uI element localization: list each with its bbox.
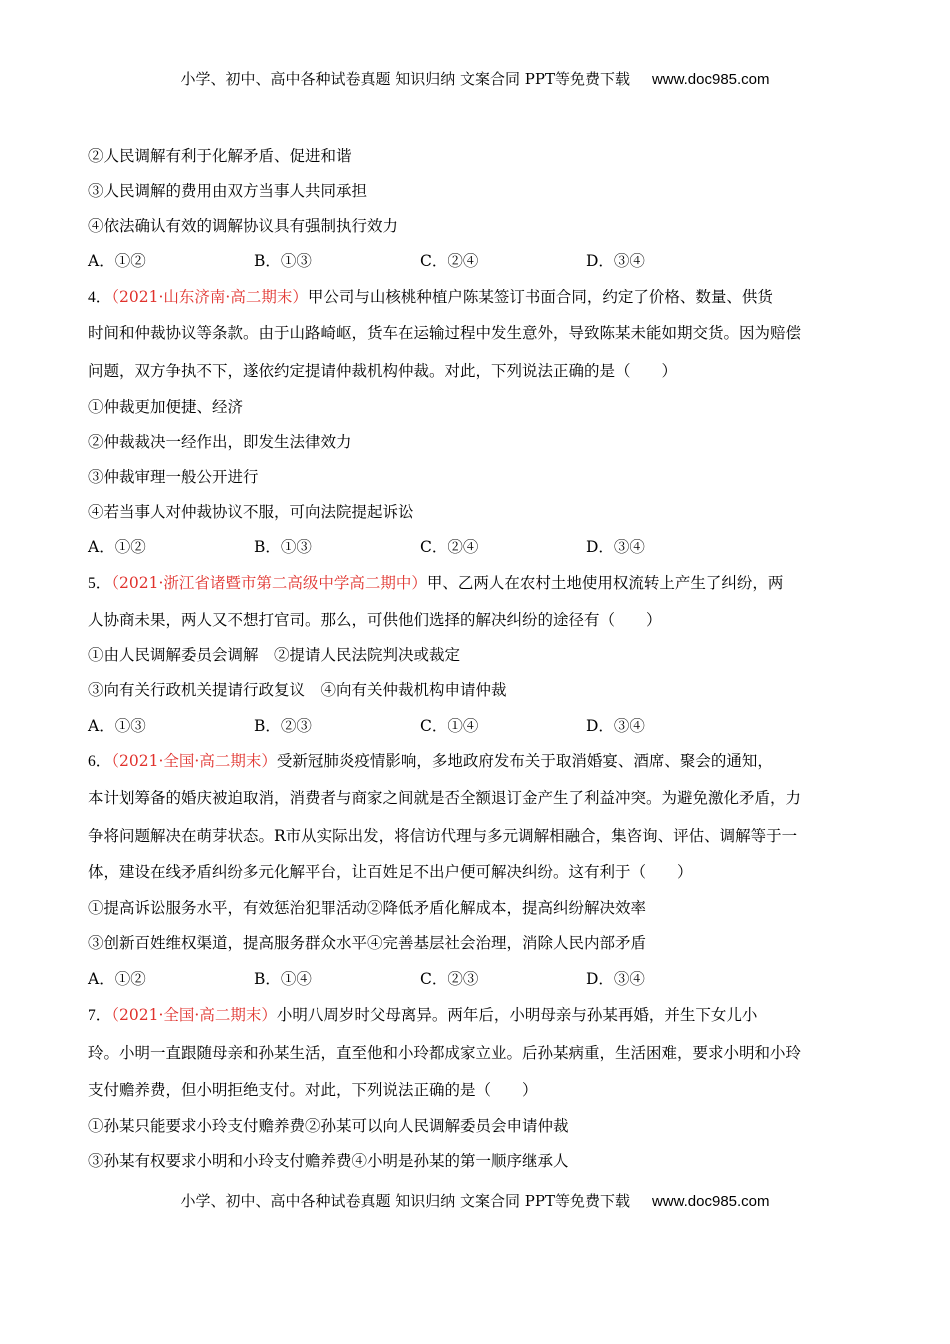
q5-option-c[interactable]: C．①④ (420, 717, 479, 735)
q6-option-d[interactable]: D．③④ (586, 970, 645, 988)
q6-option-c[interactable]: C．②③ (420, 970, 479, 988)
page-header (0, 69, 950, 90)
q5-stem-line-2: 人协商未果，两人又不想打官司。那么，可供他们选择的解决纠纷的途径有（ ） (88, 611, 662, 629)
q6-option-b[interactable]: B．①④ (254, 970, 312, 988)
q7-item-line-2: ③孙某有权要求小明和小玲支付赡养费④小明是孙某的第一顺序继承人 (88, 1152, 569, 1170)
q7-stem-line-3: 支付赡养费，但小明拒绝支付。对此，下列说法正确的是（ ） (88, 1081, 538, 1099)
q6-option-a[interactable]: A．①② (88, 970, 146, 988)
q5-stem-text-1: 甲、乙两人在农村土地使用权流转上产生了纠纷，两 (426, 574, 784, 592)
q5-option-b[interactable]: B．②③ (254, 717, 312, 735)
q4-stem-text-1: 甲公司与山核桃种植户陈某签订书面合同，约定了价格、数量、供货 (307, 288, 773, 306)
q4-options (88, 537, 645, 557)
q7-stem-text-1: 小明八周岁时父母离异。两年后，小明母亲与孙某再婚，并生下女儿小 (276, 1006, 758, 1024)
q5-option-a[interactable]: A．①③ (88, 717, 146, 735)
q3-item-3: ③人民调解的费用由双方当事人共同承担 (88, 182, 368, 200)
q6-item-line-2: ③创新百姓维权渠道，提高服务群众水平④完善基层社会治理，消除人民内部矛盾 (88, 934, 647, 952)
q6-source: （2021·全国·高二期末） (111, 752, 277, 770)
q3-option-a[interactable]: A．①② (88, 252, 146, 270)
q4-stem-line-2: 时间和仲裁协议等条款。由于山路崎岖，货车在运输过程中发生意外，导致陈某未能如期交货。因为赔偿 (88, 324, 802, 342)
q3-option-c[interactable]: C．②④ (420, 252, 479, 270)
q5-item-line-1: ①由人民调解委员会调解 ②提请人民法院判决或裁定 (88, 646, 461, 664)
q6-stem-line-1 (88, 751, 773, 772)
q5-stem-line-1 (88, 573, 783, 594)
q6-stem-line-4: 体，建设在线矛盾纠纷多元化解平台，让百姓足不出户便可解决纠纷。这有利于（ ） (88, 863, 693, 881)
page-footer (0, 1191, 950, 1212)
q4-item-3: ③仲裁审理一般公开进行 (88, 468, 259, 486)
q3-item-4: ④依法确认有效的调解协议具有强制执行效力 (88, 217, 399, 235)
q4-stem-line-1 (88, 287, 773, 308)
footer-site-link[interactable]: www.doc985.com (651, 1193, 770, 1210)
q6-stem-line-3: 争将问题解决在萌芽状态。R市从实际出发，将信访代理与多元调解相融合，集咨询、评估、调解等于一 (88, 827, 798, 845)
q4-stem-line-3: 问题，双方争执不下，遂依约定提请仲裁机构仲裁。对此，下列说法正确的是（ ） (88, 362, 678, 380)
q3-option-d[interactable]: D．③④ (586, 252, 645, 270)
q6-stem-line-2: 本计划筹备的婚庆被迫取消，消费者与商家之间就是否全额退订金产生了利益冲突。为避免激化矛盾，力 (88, 789, 802, 807)
q3-options (88, 251, 645, 271)
q4-item-2: ②仲裁裁决一经作出，即发生法律效力 (88, 433, 352, 451)
q4-option-b[interactable]: B．①③ (254, 538, 312, 556)
q4-number: 4． (88, 289, 112, 306)
q5-options (88, 716, 645, 736)
q4-option-d[interactable]: D．③④ (586, 538, 645, 556)
q5-number: 5． (88, 575, 112, 592)
q4-item-1: ①仲裁更加便捷、经济 (88, 398, 244, 416)
header-text: 小学、初中、高中各种试卷真题 知识归纳 文案合同 PPT等免费下载 (180, 70, 630, 88)
q6-number: 6． (88, 753, 112, 770)
q6-item-line-1: ①提高诉讼服务水平，有效惩治犯罪活动②降低矛盾化解成本，提高纠纷解决效率 (88, 899, 647, 917)
q7-source: （2021·全国·高二期末） (111, 1006, 277, 1024)
q7-stem-line-2: 玲。小明一直跟随母亲和孙某生活，直至他和小玲都成家立业。后孙某病重，生活困难，要求小明和小玲 (88, 1044, 802, 1062)
q5-item-line-2: ③向有关行政机关提请行政复议 ④向有关仲裁机构申请仲裁 (88, 681, 507, 699)
q3-item-2: ②人民调解有利于化解矛盾、促进和谐 (88, 147, 352, 165)
q6-options (88, 969, 645, 989)
q7-stem-line-1 (88, 1005, 757, 1026)
header-site-link[interactable]: www.doc985.com (651, 71, 770, 88)
q4-option-c[interactable]: C．②④ (420, 538, 479, 556)
footer-text: 小学、初中、高中各种试卷真题 知识归纳 文案合同 PPT等免费下载 (180, 1192, 630, 1210)
q4-option-a[interactable]: A．①② (88, 538, 146, 556)
q5-source: （2021·浙江省诸暨市第二高级中学高二期中） (111, 574, 427, 592)
q3-option-b[interactable]: B．①③ (254, 252, 312, 270)
q7-item-line-1: ①孙某只能要求小玲支付赡养费②孙某可以向人民调解委员会申请仲裁 (88, 1117, 569, 1135)
q5-option-d[interactable]: D．③④ (586, 717, 645, 735)
q4-item-4: ④若当事人对仲裁协议不服，可向法院提起诉讼 (88, 503, 414, 521)
q7-number: 7． (88, 1007, 112, 1024)
q4-source: （2021·山东济南·高二期末） (111, 288, 308, 306)
q6-stem-text-1: 受新冠肺炎疫情影响，多地政府发布关于取消婚宴、酒席、聚会的通知， (276, 752, 773, 770)
